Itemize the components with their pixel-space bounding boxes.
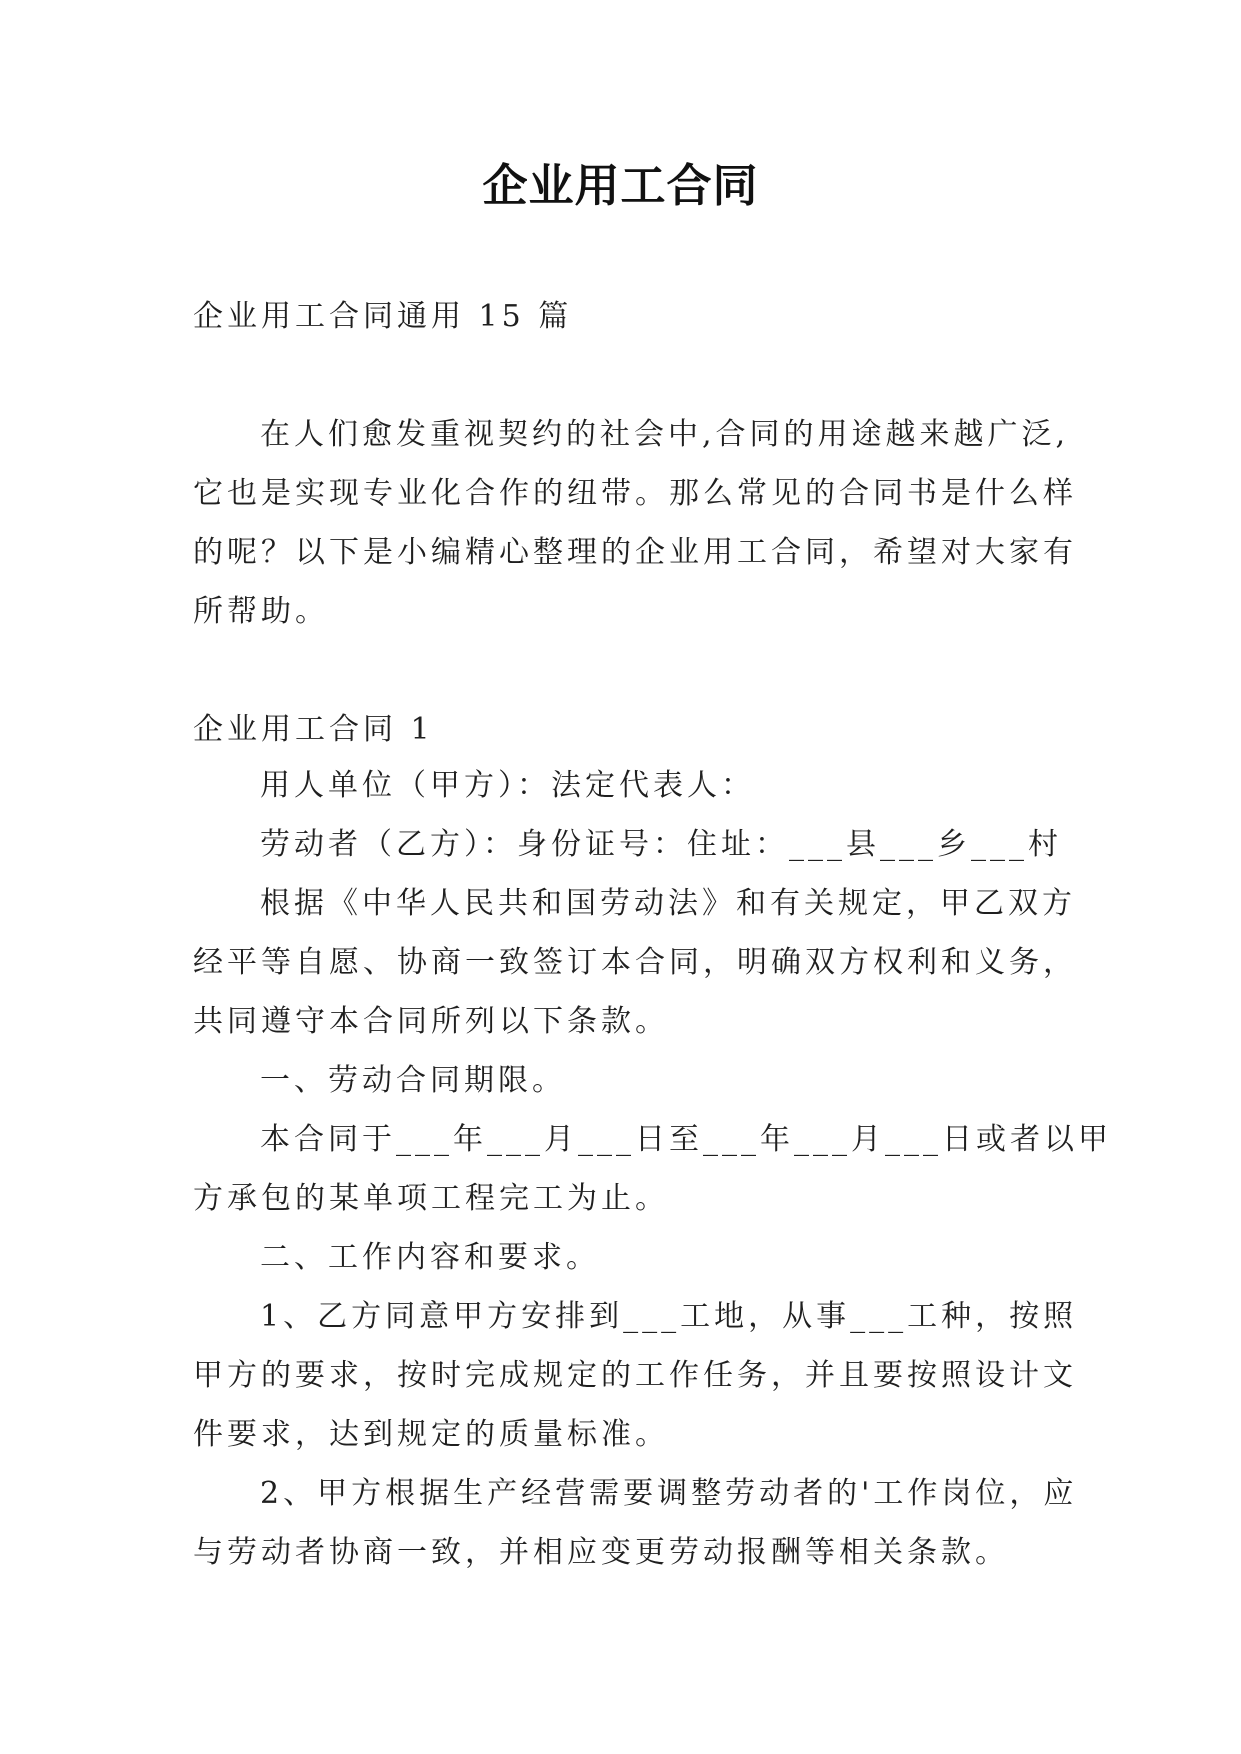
body-line: 根据《中华人民共和国劳动法》和有关规定，甲乙双方 bbox=[260, 886, 1076, 921]
body-line: 件要求，达到规定的质量标准。 bbox=[193, 1417, 669, 1452]
document-title: 企业用工合同 bbox=[482, 159, 759, 212]
body-line: 2、甲方根据生产经营需要调整劳动者的'工作岗位，应 bbox=[260, 1476, 1078, 1511]
body-line: 方承包的某单项工程完工为止。 bbox=[193, 1181, 669, 1216]
document-subtitle: 企业用工合同通用 15 篇 bbox=[193, 299, 573, 334]
body-line: 用人单位（甲方）：法定代表人： bbox=[260, 768, 755, 803]
body-line: 与劳动者协商一致，并相应变更劳动报酬等相关条款。 bbox=[193, 1535, 1009, 1570]
body-line: 二、工作内容和要求。 bbox=[260, 1240, 600, 1275]
intro-line: 它也是实现专业化合作的纽带。那么常见的合同书是什么样 bbox=[193, 476, 1077, 511]
body-line: 劳动者（乙方）：身份证号：住址：___县___乡___村 bbox=[260, 827, 1062, 862]
body-line: 经平等自愿、协商一致签订本合同，明确双方权利和义务， bbox=[193, 945, 1077, 980]
intro-line: 所帮助。 bbox=[193, 594, 329, 629]
body-line: 本合同于___年___月___日至___年___月___日或者以甲 bbox=[260, 1122, 1112, 1157]
body-line: 一、劳动合同期限。 bbox=[260, 1063, 566, 1098]
body-line: 1、乙方同意甲方安排到___工地，从事___工种，按照 bbox=[260, 1299, 1078, 1334]
intro-line: 在人们愈发重视契约的社会中,合同的用途越来越广泛, bbox=[260, 417, 1070, 452]
section-heading: 企业用工合同 1 bbox=[193, 712, 434, 747]
body-line: 共同遵守本合同所列以下条款。 bbox=[193, 1004, 669, 1039]
intro-line: 的呢？以下是小编精心整理的企业用工合同，希望对大家有 bbox=[193, 535, 1077, 570]
body-line: 甲方的要求，按时完成规定的工作任务，并且要按照设计文 bbox=[193, 1358, 1077, 1393]
